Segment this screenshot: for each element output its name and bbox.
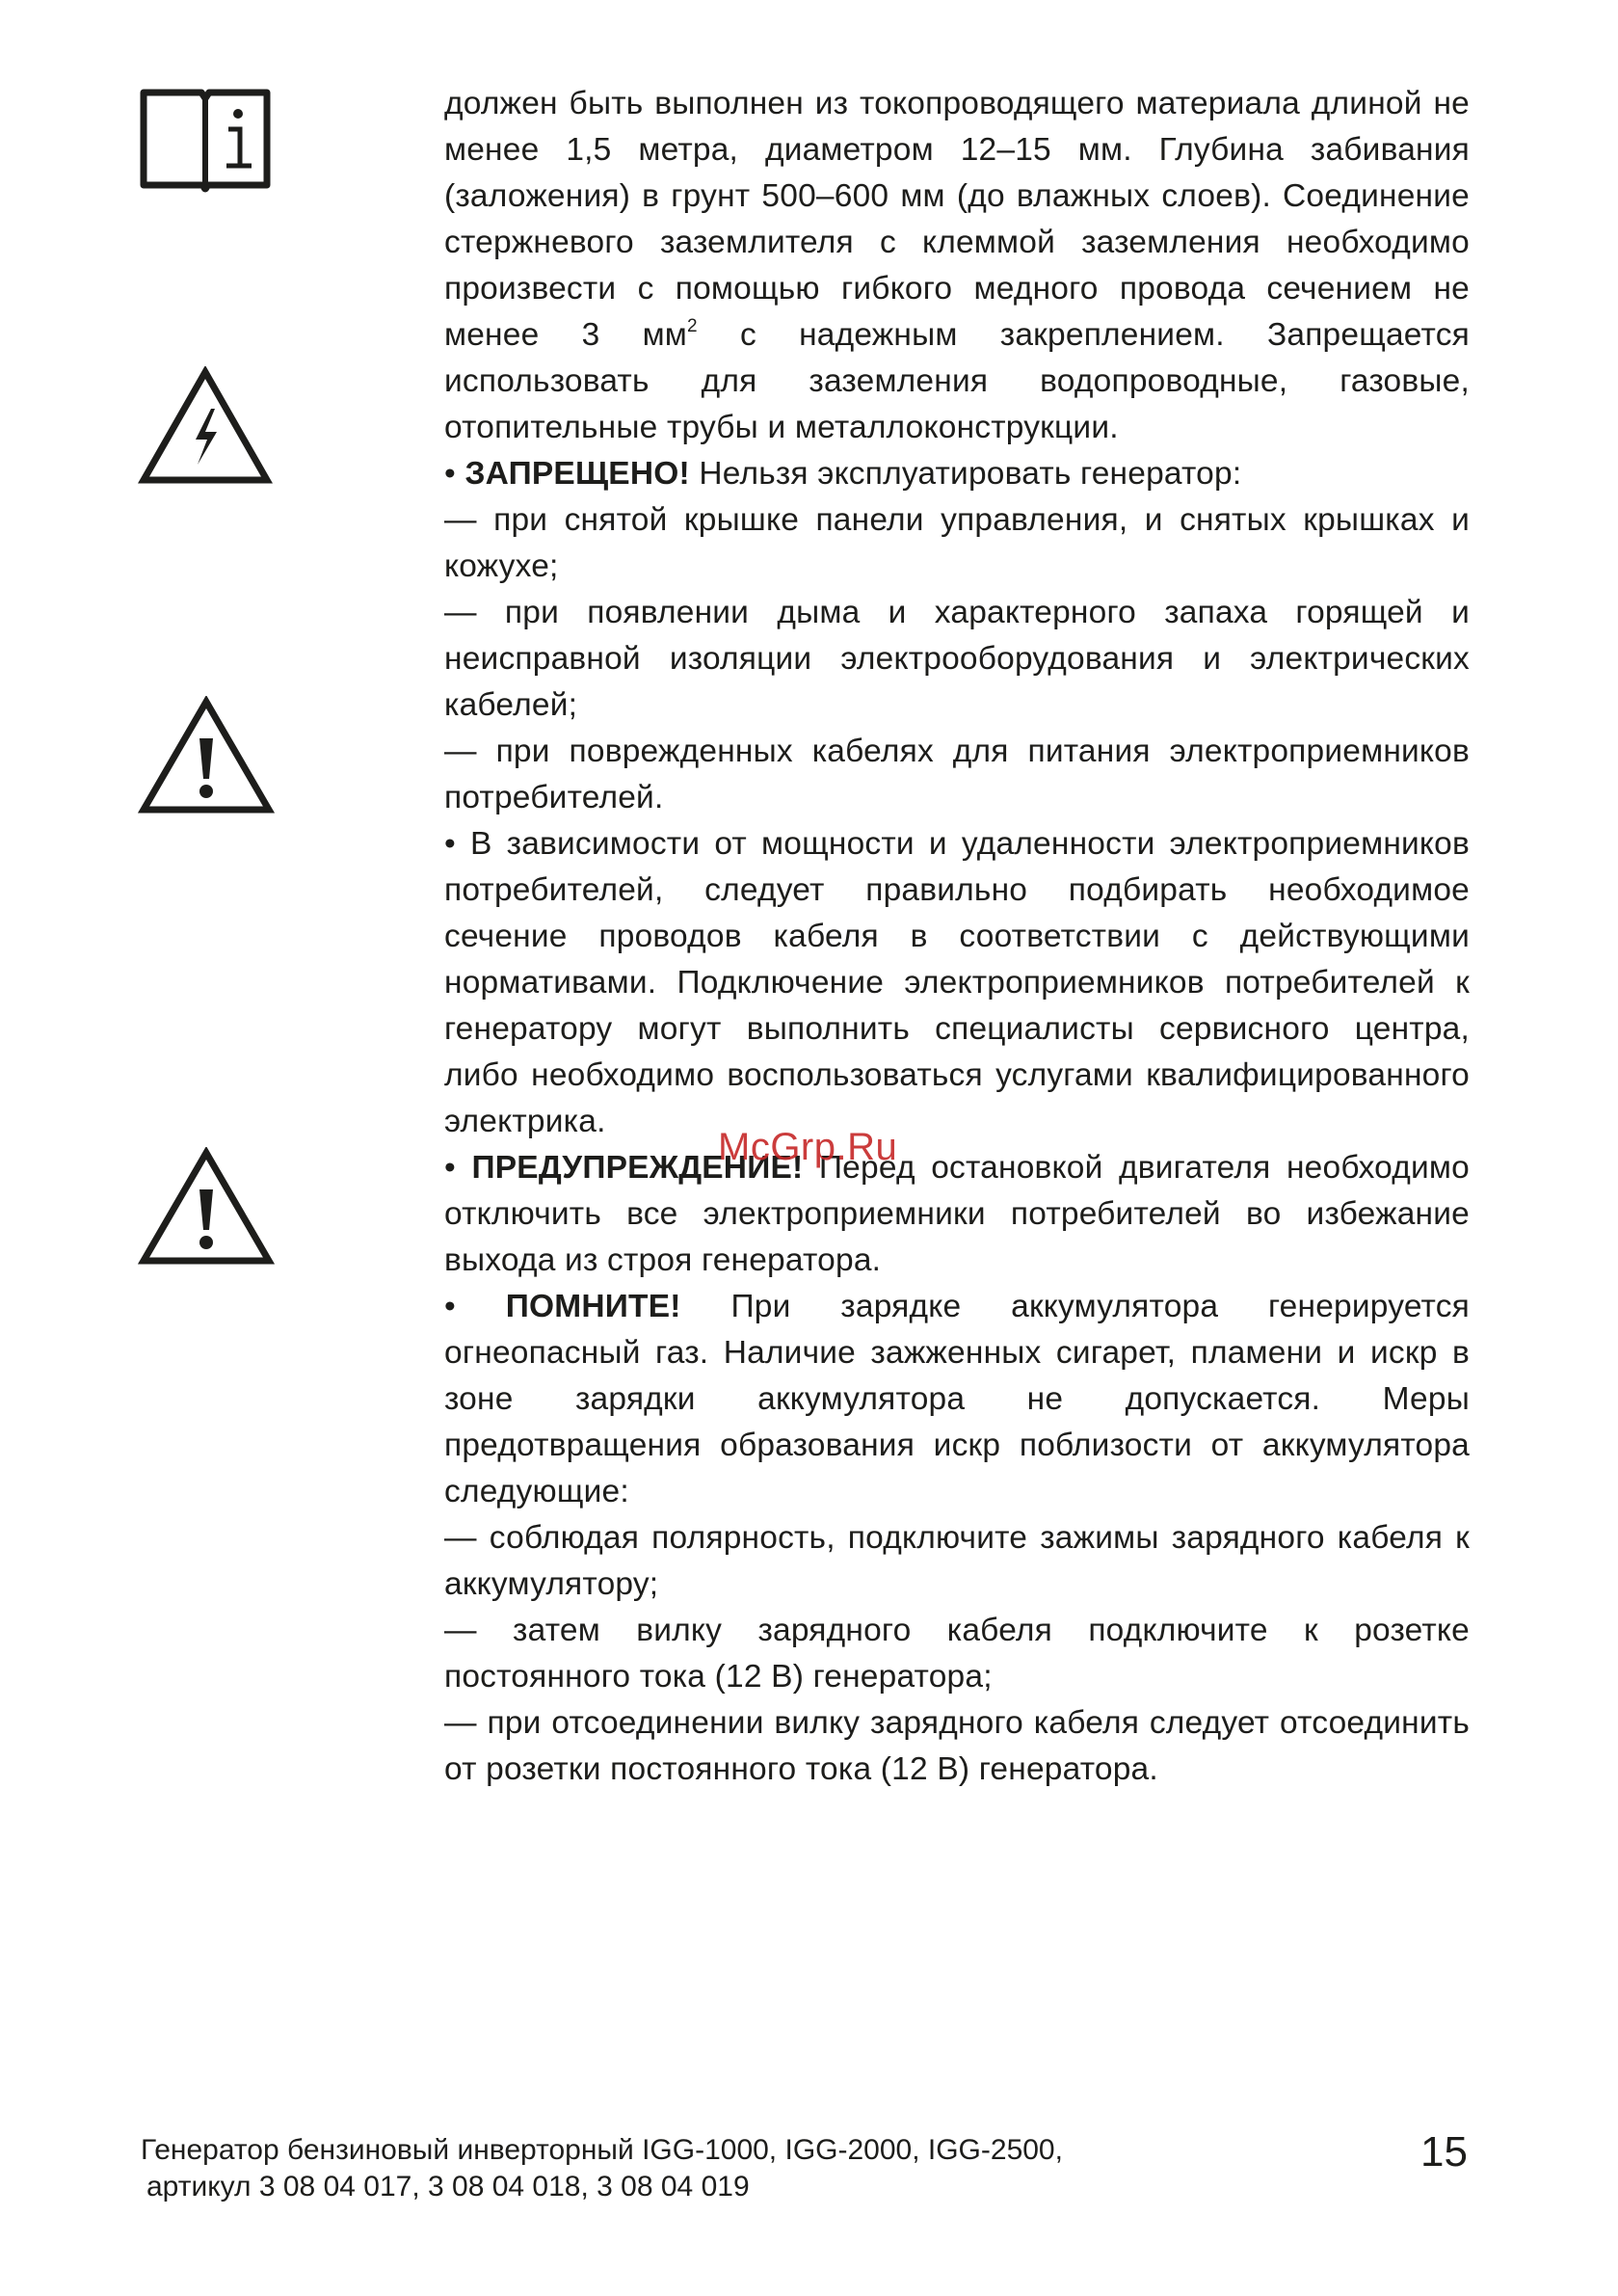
remember-label: ПОМНИТЕ!: [505, 1289, 681, 1324]
dash-item: — при появлении дыма и характерного запаха горящей и неисправной изоляции электрооборудования и электрических кабелей;: [444, 595, 1470, 723]
cable-paragraph: • В зависимости от мощности и удаленности электроприемников потребителей, следует правильно подбирать необходимое сечение проводов кабеля в соответствии с действующими нормативами. Подключение электроприемников потребителей к генератору могут выполнить специалисты сервисного центра, либо необходимо воспользоваться услугами квалифицированного электрика.: [444, 826, 1470, 1139]
dash-item: — затем вилку зарядного кабеля подключите к розетке постоянного тока (12 В) генератора;: [444, 1613, 1470, 1695]
dash-item: — соблюдая полярность, подключите зажимы зарядного кабеля к аккумулятору;: [444, 1520, 1470, 1602]
high-voltage-warning-icon: [138, 366, 273, 486]
prohibited-heading: • ЗАПРЕЩЕНО! Нельзя эксплуатировать генератор:: [444, 456, 1242, 492]
footer-product-line: Генератор бензиновый инверторный IGG-1000, IGG-2000, IGG-2500,: [141, 2134, 1063, 2166]
superscript: 2: [687, 316, 698, 336]
body-text: [444, 81, 1470, 1793]
dash-item: — при снятой крышке панели управления, и снятых крышках и кожухе;: [444, 502, 1470, 584]
remember-paragraph: • ПОМНИТЕ! При зарядке аккумулятора генерируется огнеопасный газ. Наличие зажженных сигарет, пламени и искр в зоне зарядки аккумулятора не допускается. Меры предотвращения образования искр поблизости от аккумулятора следующие:: [444, 1289, 1470, 1509]
open-book-info-icon: [138, 85, 273, 197]
footer: [141, 2132, 1063, 2205]
dash-item: — при отсоединении вилку зарядного кабеля следует отсоединить от розетки постоянного тока (12 В) генератора.: [444, 1705, 1470, 1787]
page-number: 15: [1420, 2128, 1468, 2176]
exclamation-warning-icon: [138, 696, 275, 815]
watermark: McGrp.Ru: [718, 1126, 898, 1168]
warning-label: ПРЕДУПРЕЖДЕНИЕ!: [471, 1150, 804, 1186]
grounding-paragraph: должен быть выполнен из токопроводящего материала длиной не менее 1,5 метра, диаметром 12–15 мм. Глубина забивания (заложения) в грунт 500–600 мм (до влажных слоев). Соединение стержневого заземлителя с клеммой заземления необходимо произвести с помощью гибкого медного провода сечением не менее 3 $мм^2$ с надежным закреплением. Запрещается использовать для заземления водопроводные, газовые, отопительные трубы и металлоконструкции.: [444, 86, 1470, 445]
footer-article-line: артикул 3 08 04 017, 3 08 04 018, 3 08 04 019: [146, 2171, 750, 2203]
dash-item: — при поврежденных кабелях для питания электроприемников потребителей.: [444, 734, 1470, 815]
prohibited-label: ЗАПРЕЩЕНО!: [464, 456, 690, 492]
warning-paragraph: • ПРЕДУПРЕЖДЕНИЕ! Перед остановкой двигателя необходимо отключить все электроприемники потребителей во избежание выхода из строя генератора.: [444, 1150, 1470, 1278]
exclamation-warning-icon: [138, 1147, 275, 1267]
